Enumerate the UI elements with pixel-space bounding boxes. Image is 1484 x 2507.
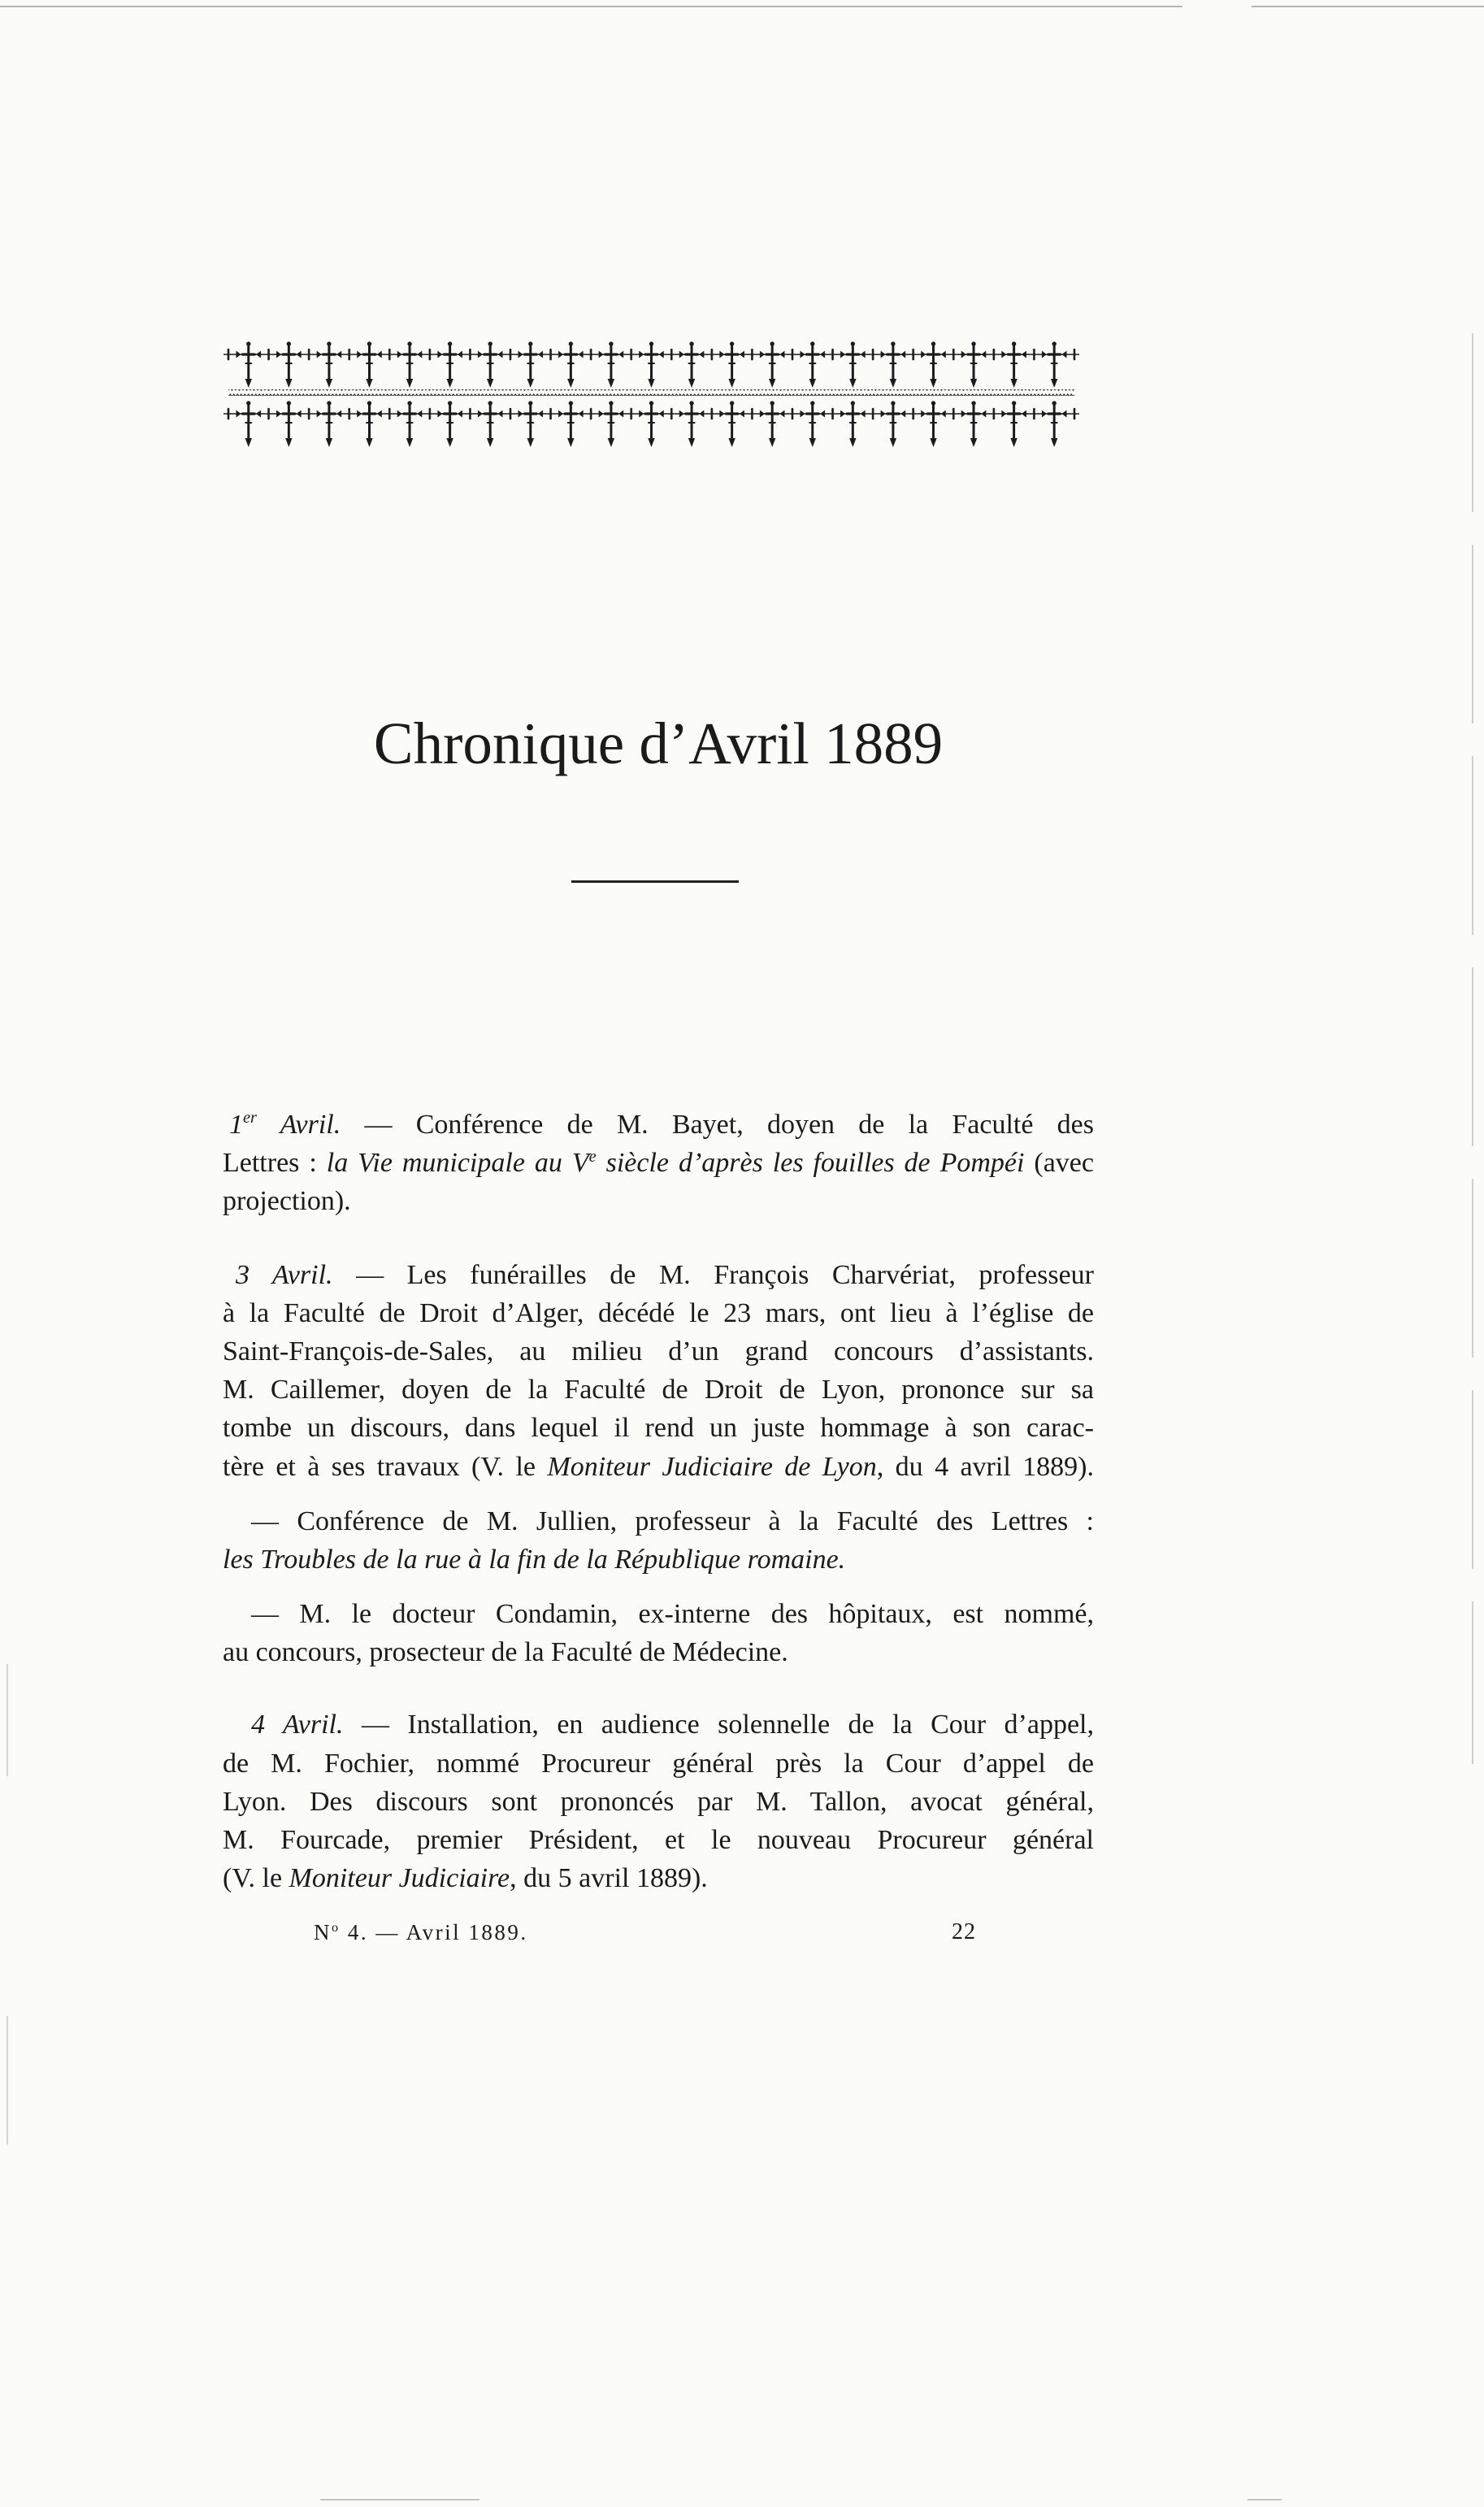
- journal-title: Moniteur Judiciaire de Lyon: [547, 1451, 877, 1482]
- entry-text: — M. le docteur Condamin, ex-interne des hôpitaux, est nommé,: [251, 1599, 1094, 1630]
- text-line: [223, 1294, 1094, 1332]
- entry-text: à la Faculté de Droit d’Alger, décédé le 23 mars, ont lieu à l’église de: [223, 1297, 1094, 1328]
- ornament-row-top: [223, 341, 1079, 391]
- entry-text: projection).: [223, 1186, 351, 1217]
- entry-date-day: 1: [229, 1110, 243, 1140]
- issue-ordinal: o: [332, 1919, 341, 1935]
- chronicle-body: [223, 1106, 1094, 1897]
- text-line: [223, 1744, 1094, 1783]
- entry-3-avril: [223, 1256, 1094, 1486]
- lecture-title: les Troubles de la rue à la fin de la République romaine.: [223, 1544, 846, 1575]
- entry-1er-avril: [223, 1106, 1094, 1221]
- entry-text: Lyon. Des discours sont prononcés par M. Tallon, avocat général,: [223, 1786, 1094, 1817]
- title-rule: [571, 880, 739, 883]
- issue-prefix: N: [314, 1920, 332, 1944]
- entry-text: — Installation, en audience solennelle de la Cour d’appel,: [343, 1710, 1094, 1740]
- lecture-title: siècle d’après les fouilles de Pompéi: [596, 1148, 1025, 1179]
- text-line: [223, 1448, 1094, 1486]
- entry-text: M. Fourcade, premier Président, et le nouveau Procureur général: [223, 1825, 1094, 1855]
- scan-edge-mark-left: [7, 1664, 8, 1776]
- text-line: [223, 1332, 1094, 1371]
- entry-date: 4 Avril.: [251, 1710, 344, 1740]
- entry-text: de M. Fochier, nommé Procureur général près la Cour d’appel de: [223, 1748, 1094, 1779]
- text-line: [223, 1633, 1094, 1671]
- issue-text: 4. — Avril 1889.: [340, 1920, 528, 1944]
- entry-text: (avec: [1024, 1148, 1094, 1179]
- ornament-wavy-line: [228, 389, 1074, 396]
- entry-date-ordinal: er: [243, 1109, 257, 1127]
- text-line: [223, 1502, 1094, 1540]
- entry-4-avril: [223, 1705, 1094, 1897]
- ornament-row-bottom: [223, 400, 1079, 450]
- text-line: [223, 1409, 1094, 1447]
- text-line: [223, 1783, 1094, 1821]
- entry-text: tombe un discours, dans lequel il rend un juste hommage à son carac-: [223, 1413, 1094, 1444]
- scan-edge-mark-bottom: [1248, 2499, 1282, 2500]
- entry-text: — Conférence de M. Bayet, doyen de la Faculté des: [341, 1110, 1094, 1140]
- scan-edge-mark-left: [7, 2016, 8, 2144]
- scan-edge-line-top: [0, 6, 1484, 7]
- text-line: [223, 1540, 1094, 1579]
- text-line: [223, 1821, 1094, 1859]
- entry-text: Saint-François-de-Sales, au milieu d’un grand concours d’assistants.: [223, 1336, 1094, 1366]
- entry-text: Lettres :: [223, 1148, 327, 1179]
- issue-signature: [314, 1920, 528, 1944]
- entry-text: tère et à ses travaux (V. le: [223, 1451, 548, 1482]
- entry-date-month: Avril.: [257, 1110, 341, 1140]
- entry-conference-jullien: [223, 1502, 1094, 1579]
- text-line: [223, 1859, 1094, 1897]
- scan-edge-mark-bottom: [320, 2499, 479, 2500]
- entry-text: , du 5 avril 1889).: [510, 1863, 708, 1894]
- page-number: 22: [952, 1919, 976, 1944]
- entry-text: — Conférence de M. Jullien, professeur à la Faculté des Lettres :: [251, 1506, 1094, 1536]
- text-line: [223, 1144, 1094, 1182]
- entry-date: 3 Avril.: [236, 1259, 333, 1290]
- ornamental-border: [228, 341, 1074, 451]
- text-line: [223, 1106, 1094, 1144]
- text-line: [223, 1705, 1094, 1744]
- entry-text: M. Caillemer, doyen de la Faculté de Droit de Lyon, prononce sur sa: [223, 1375, 1094, 1406]
- entry-text: (V. le: [223, 1863, 289, 1894]
- entry-text: au concours, prosecteur de la Faculté de Médecine.: [223, 1637, 788, 1668]
- text-line: [223, 1182, 1094, 1220]
- lecture-title: la Vie municipale au V: [326, 1148, 589, 1179]
- page-title: Chronique d’Avril 1889: [373, 710, 944, 776]
- journal-title: Moniteur Judiciaire: [289, 1863, 510, 1894]
- scan-edge-line-right: [1472, 333, 1473, 1764]
- text-line: [223, 1595, 1094, 1633]
- text-line: [223, 1256, 1094, 1294]
- text-line: [223, 1371, 1094, 1409]
- century-ordinal: e: [588, 1147, 597, 1166]
- entry-text: — Les funérailles de M. François Charvériat, professeur: [332, 1259, 1094, 1290]
- entry-text: , du 4 avril 1889).: [876, 1451, 1094, 1482]
- entry-condamin: [223, 1595, 1094, 1671]
